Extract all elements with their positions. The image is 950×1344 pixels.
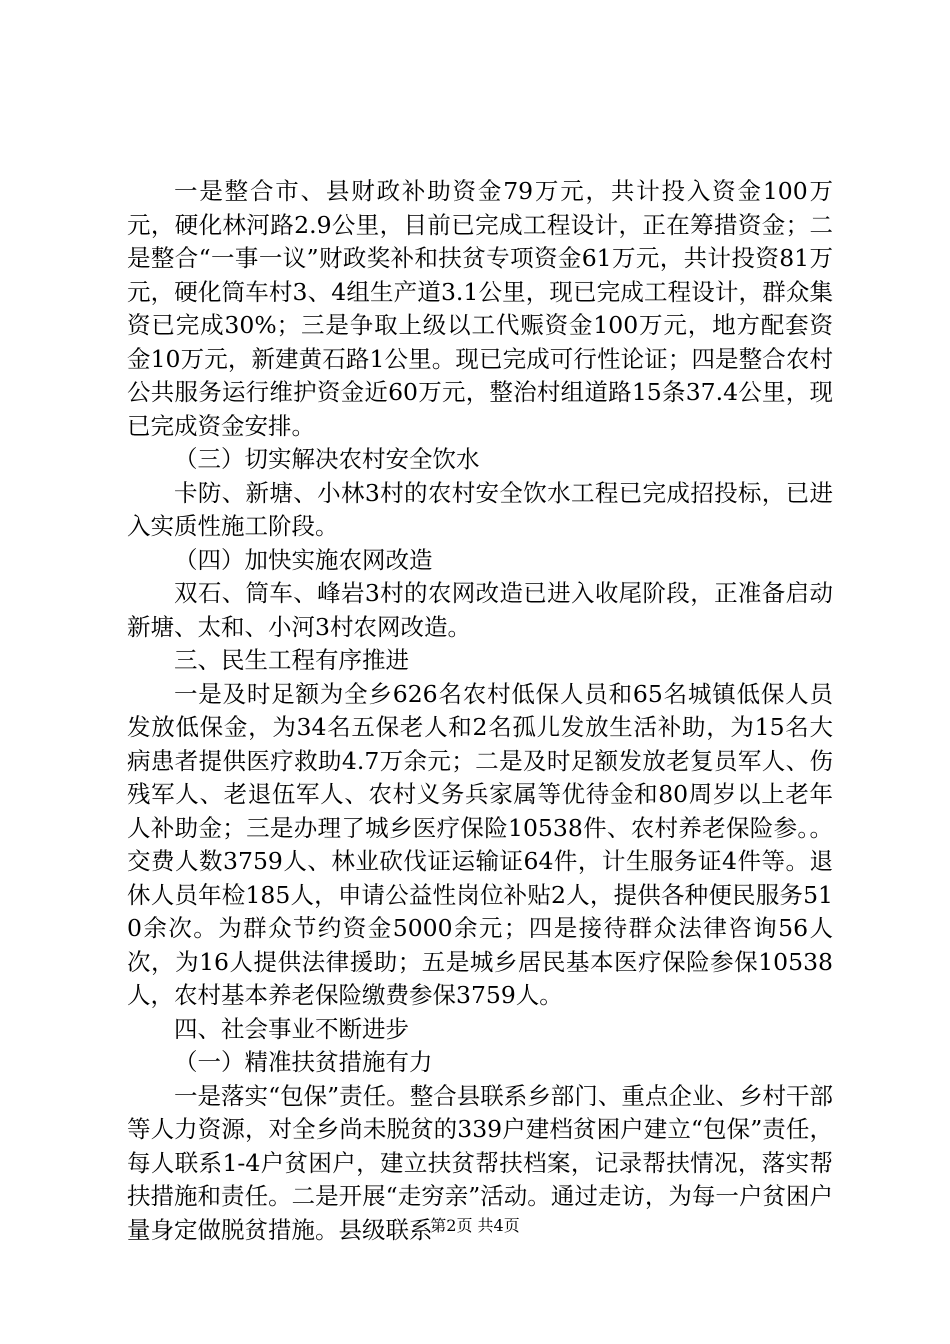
heading-social-progress: 四、社会事业不断进步 <box>174 1014 409 1043</box>
heading-poverty-alleviation: （一）精准扶贫措施有力 <box>174 1048 433 1076</box>
page-number-footer: 第2页 共4页 <box>430 1216 520 1235</box>
paragraph-road-funding: 一是整合市、县财政补助资金79万元，共计投入资金100万元，硬化林河路2.9公里，目前已完成工程设计，正在筹措资金；二是整合“一事一议”财政奖补和扶贫专项资金61万元，共计投资81万元，硬化筒车村3、4组生产道3.1公里，现已完成工程设计，群众集资已完成30%；三是争取上级以工代赈资金100万元，地方配套资金10万元，新建黄石路1公里。现已完成可行性论证；四是整合农村公共服务运行维护资金近60万元，整治村组道路15条37.4公里，现已完成资金安排。 <box>127 177 833 440</box>
heading-safe-drinking-water: （三）切实解决农村安全饮水 <box>174 445 480 473</box>
paragraph-poverty-alleviation: 一是落实“包保”责任。整合县联系乡部门、重点企业、乡村干部等人力资源，对全乡尚未脱贫的339户建档贫困户建立“包保”责任，每人联系1-4户贫困户，建立扶贫帮扶档案，记录帮扶情况，落实帮扶措施和责任。二是开展“走穷亲”活动。通过走访，为每一户贫困户量身定做脱贫措施。县级联系 <box>127 1081 833 1244</box>
heading-grid-upgrade: （四）加快实施农网改造 <box>174 545 433 574</box>
paragraph-livelihood: 一是及时足额为全乡626名农村低保人员和65名城镇低保人员发放低保金，为34名五保老人和2名孤儿发放生活补助，为15名大病患者提供医疗救助4.7万余元；二是及时足额发放老复员军人、伤残军人、老退伍军人、农村义务兵家属等优待金和80周岁以上老年人补助金；三是办理了城乡医疗保险10538件、农村养老保险参。。交费人数3759人、林业砍伐证运输证64件，计生服务证4件等。退休人员年检185人，申请公益性岗位补贴2人，提供各种便民服务510余次。为群众节约资金5000余元；四是接待群众法律咨询56人次，为16人提供法律援助；五是城乡居民基本医疗保险参保10538人，农村基本养老保险缴费参保3759人。 <box>127 679 833 1009</box>
document-body <box>127 175 833 1247</box>
heading-livelihood-projects: 三、民生工程有序推进 <box>174 646 409 674</box>
paragraph-drinking-water: 卡防、新塘、小林3村的农村安全饮水工程已完成招投标，已进入实质性施工阶段。 <box>127 478 833 540</box>
paragraph-grid-upgrade: 双石、筒车、峰岩3村的农网改造已进入收尾阶段，正准备启动新塘、太和、小河3村农网改造。 <box>127 579 833 641</box>
